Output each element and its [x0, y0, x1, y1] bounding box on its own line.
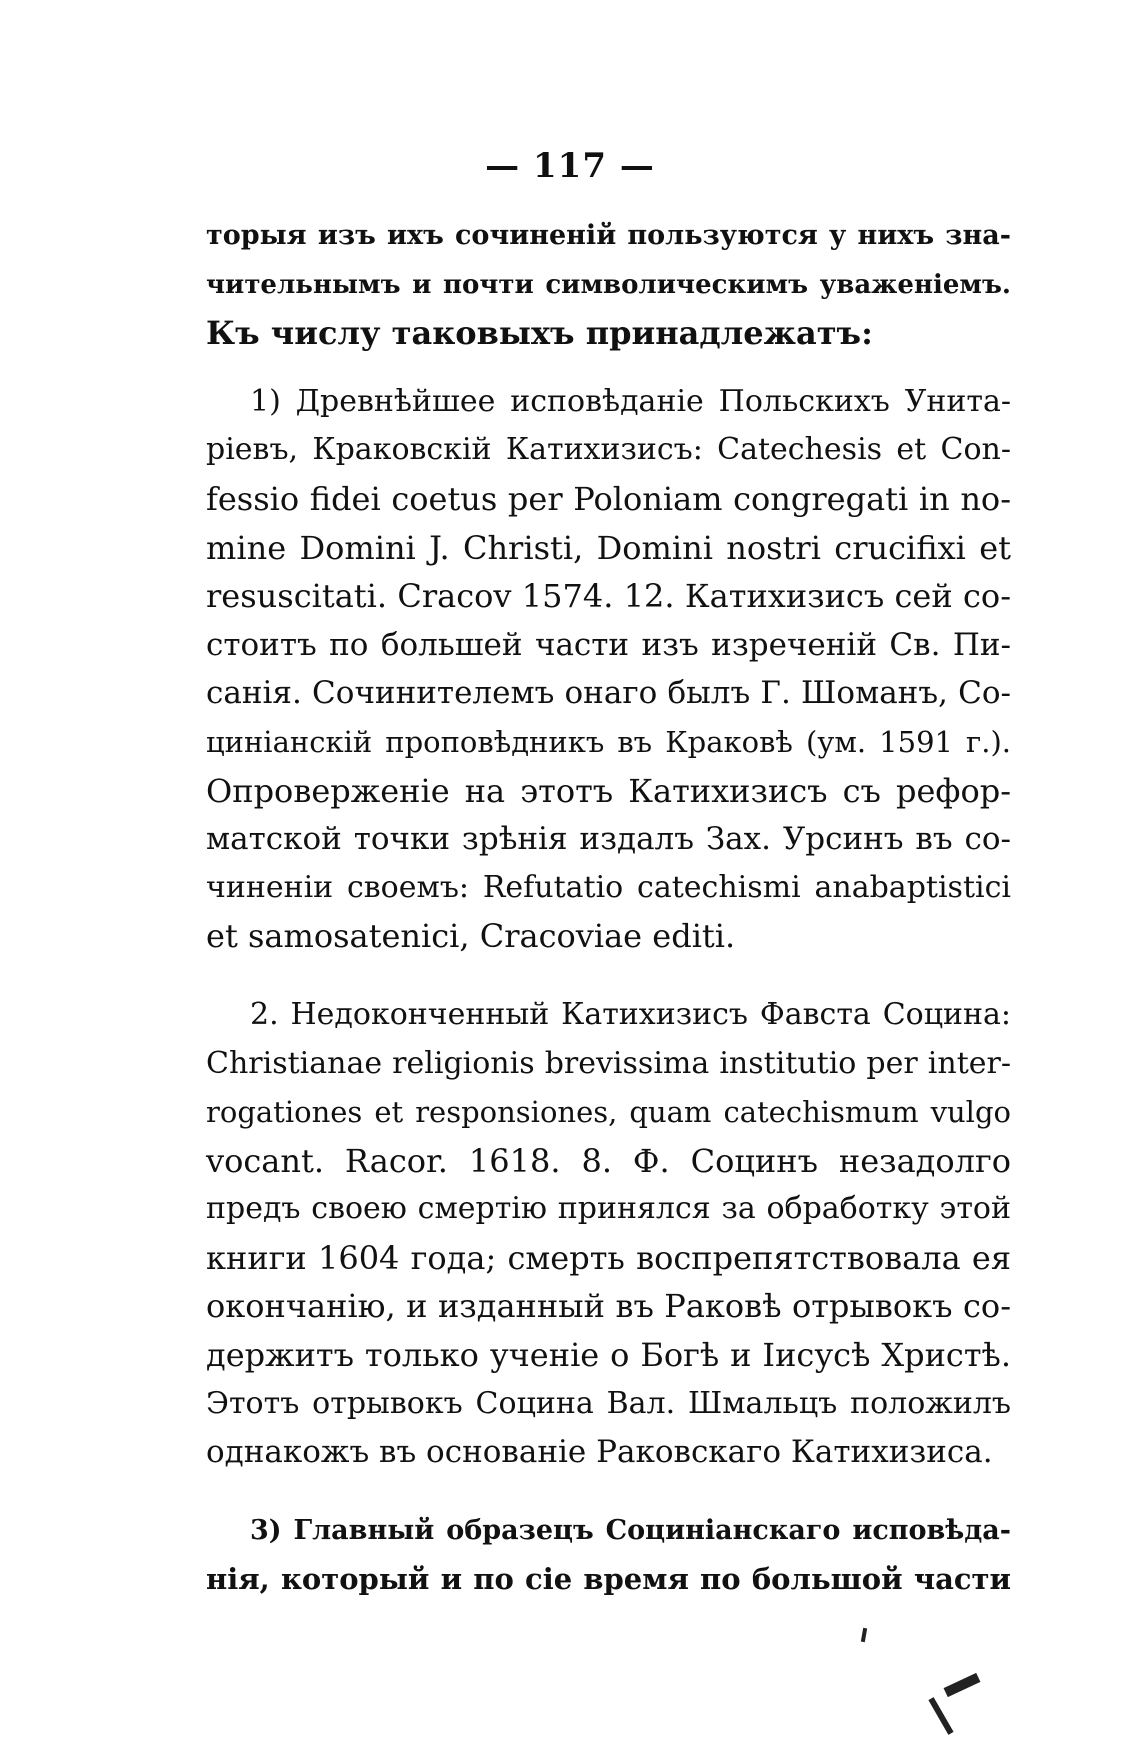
- text-line: rogationes et responsiones, quam catechismum vulgo: [206, 1095, 1011, 1130]
- text-line: однакожъ въ основаніе Раковскаго Катихизиса.: [206, 1434, 993, 1471]
- text-line: чиненіи своемъ: Refutatio catechismi anabaptistici: [206, 869, 1011, 905]
- text-line: vocant. Racor. 1618. 8. Ф. Социнъ незадолго: [206, 1141, 1011, 1180]
- text-line: книги 1604 года; смерть воспрепятствовала ея: [206, 1238, 1011, 1277]
- text-line: 1) Древнѣйшее исповѣданіе Польскихъ Унита-: [250, 383, 1011, 419]
- text-line: матской точки зрѣнія издалъ Зах. Урсинъ въ со-: [206, 821, 1011, 858]
- text-line: предъ своею смертію принялся за обработку этой: [206, 1191, 1011, 1227]
- text-line: 3) Главный образецъ Социніанскаго исповѣда-: [250, 1514, 1011, 1546]
- intro-paragraph: [206, 212, 1011, 358]
- text-line: держитъ только ученіе о Богѣ и Іисусѣ Христѣ.: [206, 1336, 1011, 1375]
- body-text: [206, 212, 1011, 1604]
- text-line: fessio fidei coetus per Poloniam congregati in no-: [206, 479, 1011, 518]
- text-line: санія. Сочинителемъ онаго былъ Г. Шоманъ, Со-: [206, 675, 1011, 712]
- paragraph-2: [206, 991, 1011, 1477]
- scan-mark: [861, 1628, 867, 1642]
- text-line: et samosatenici, Cracoviae editi.: [206, 917, 736, 956]
- text-line: торыя изъ ихъ сочиненій пользуются у нихъ зна-: [206, 220, 1011, 251]
- text-line: resuscitati. Cracov 1574. 12. Катихизисъ сей со-: [206, 577, 1011, 616]
- text-line: чительнымъ и почти символическимъ уваженіемъ.: [206, 269, 1011, 300]
- page-number: — 117 —: [485, 146, 655, 186]
- text-line: окончанію, и изданный въ Раковѣ отрывокъ со-: [206, 1287, 1011, 1326]
- text-line: mine Domini J. Christi, Domini nostri crucifixi et: [206, 528, 1011, 567]
- scan-mark: [928, 1697, 953, 1735]
- text-line: стоитъ по большей части изъ изреченій Св. Пи-: [206, 626, 1011, 663]
- text-line: циніанскій проповѣдникъ въ Краковѣ (ум. 1591 г.).: [206, 724, 1011, 759]
- text-line: Christianae religionis brevissima institutio per inter-: [206, 1045, 1011, 1081]
- text-line: нія, который и по сіе время по большой части: [206, 1562, 1011, 1597]
- text-line: ріевъ, Краковскій Катихизисъ: Catechesis et Con-: [206, 432, 1011, 468]
- scan-mark: [944, 1673, 981, 1697]
- text-line: Опроверженіе на этотъ Катихизисъ съ рефор-: [206, 771, 1011, 810]
- text-line: Къ числу таковыхъ принадлежатъ:: [206, 314, 873, 353]
- text-line: 2. Недоконченный Катихизисъ Фавста Социна:: [250, 996, 1011, 1032]
- paragraph-3: [206, 1507, 1011, 1604]
- text-line: Этотъ отрывокъ Социна Вал. Шмальцъ положилъ: [206, 1385, 1011, 1421]
- paragraph-1: [206, 378, 1011, 961]
